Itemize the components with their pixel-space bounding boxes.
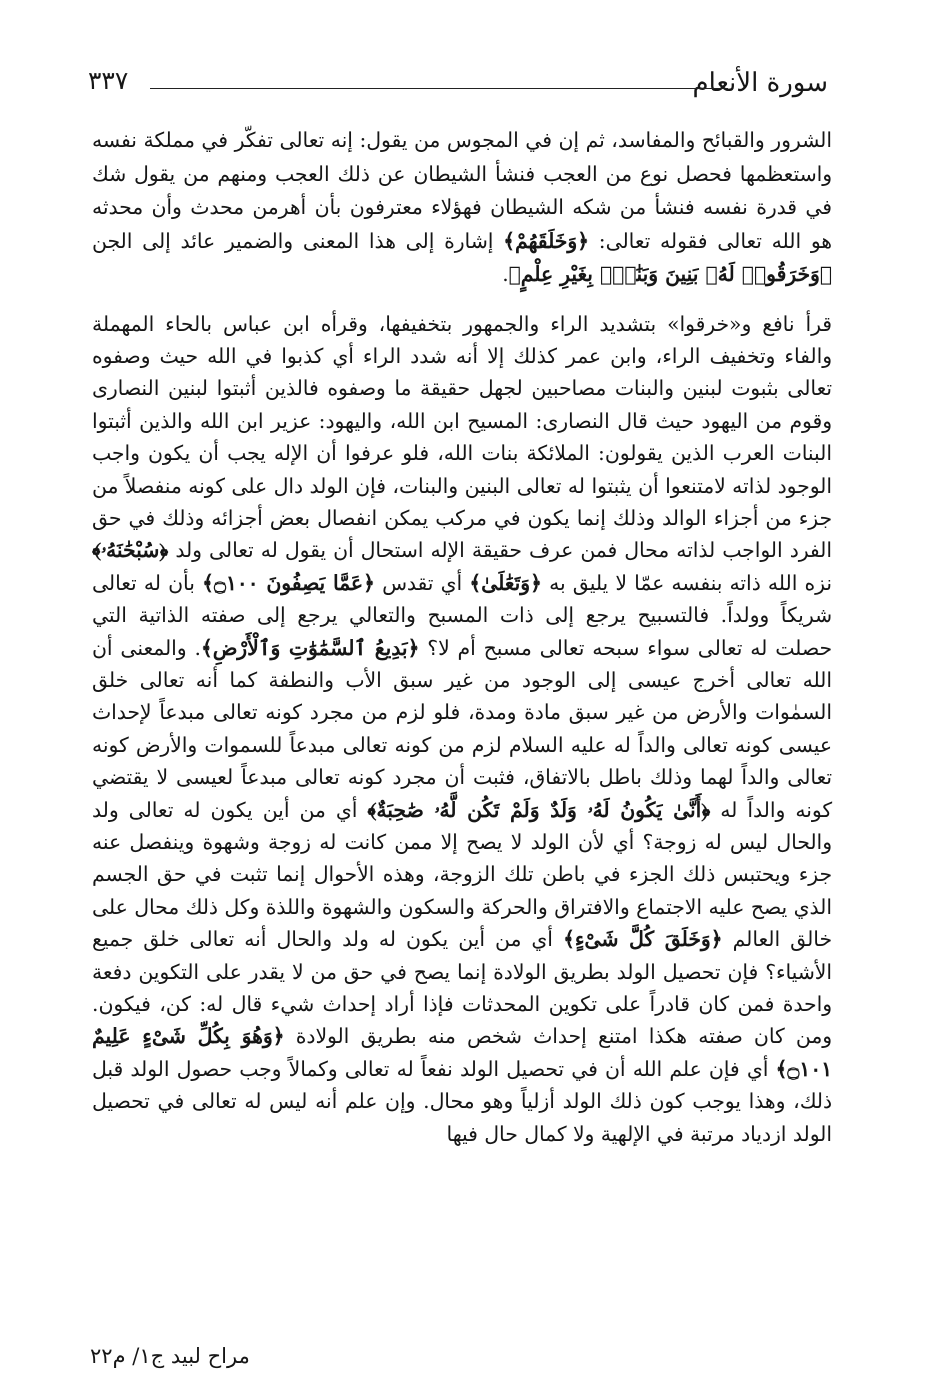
text-segment: الشرور والقبائح والمفاسد، ثم إن في المجوس من يقول: إنه تعالى تفكّر في مملكة نفسه واستعظمها فحصل نوع من العجب فنشأ الشيطان عن ذلك العجب ومنهم من يقول شك في قدرة نفسه فنشأ من شكه الشيطان فهؤلاء معترفون بأن أهرمن محدث وأن محدثه هو الله تعالى فقوله تعالى: bbox=[92, 128, 832, 253]
text-segment: قرأ نافع و«خرقوا» بتشديد الراء والجمهور بتخفيفها، وقرأه ابن عباس بالحاء المهملة والفاء وتخفيف الراء، وابن عمر كذلك إلا أنه شدد الراء أي كذبوا في الله حيث وصفوه تعالى بثبوت لبنين والبنات مصاحبين لجهل حقيقة ما وصفوه فالذين أثبتوا لبنين النصارى وقوم من اليهود حيث قال النصارى: المسيح ابن الله، واليهود: عزير ابن الله والذين أثبتوا البنات العرب الذين يقولون: الملائكة بنات الله، فلو عرفوا أن الإله يجب أن يكون واجب الوجود لذاته لامتنعوا أن يثبتوا له تعالى البنين والبنات، فإن الولد دال على كونه منفصلاً من جزء من أجزاء الوالد وذلك إنما يكون في مركب يمكن انفصال بعض أجزائه وذلك في حق الفرد الواجب لذاته محال فمن عرف حقيقة الإله استحال أن يقول له تعالى ولد bbox=[92, 311, 832, 563]
text-segment: أي تقدس bbox=[374, 570, 470, 595]
quran-verse: ﴿وَتَعَٰلَىٰ﴾ bbox=[469, 570, 542, 595]
surah-title: سورة الأنعام bbox=[692, 68, 828, 98]
text-segment: أي فإن علم الله أن في تحصيل الولد نفعاً له تعالى وكمالاً وجب حصول الولد قبل ذلك، وهذا يوجب كون ذلك الولد أزلياً وهو محال. وإن علم أنه ليس له تعالى في تحصيل الولد ازدياد مرتبة في الإلهية ولا كمال حال فيها bbox=[92, 1056, 832, 1146]
body-text bbox=[92, 124, 832, 1150]
quran-verse: ﴿أَنَّىٰ يَكُونُ لَهُۥ وَلَدٌ وَلَمْ تَكُن لَّهُۥ صَٰحِبَةٌ﴾ bbox=[367, 797, 711, 822]
text-segment: أي من أين يكون له ولد والحال أنه تعالى خلق جميع الأشياء؟ فإن تحصيل الولد بطريق الولادة إنما يصح في حق من لا يقدر على التكوين دفعة واحدة فمن كان قادراً على تكوين المحدثات فإذا أراد إحداث شيء قال له: كن، فيكون. ومن كان صفته هكذا امتنع إحداث شخص منه بطريق الولادة bbox=[92, 927, 833, 1049]
quran-verse: ﴿سُبْحَٰنَهُۥ﴾ bbox=[92, 538, 169, 563]
quran-verse: ﴿عَمَّا يَصِفُونَ ۝١٠٠﴾ bbox=[202, 570, 375, 595]
text-segment: إشارة إلى هذا المعنى والضمير عائد إلى الجن bbox=[92, 228, 504, 253]
header-rule bbox=[150, 88, 728, 89]
text-segment: . والمعنى أن الله تعالى أخرج عيسى إلى الوجود من غير سبق الأب والنطفة كما أنه تعالى خلق السمٰوات والأرض من غير سبق مادة ومدة، فلو لزم من مجرد كونه تعالى مبدعاً لإحداث عيسى كونه تعالى والداً له عليه السلام لزم من كونه تعالى مبدعاً للسموات والأرض كونه تعالى والداً لهما وذلك باطل بالاتفاق، فثبت أن مجرد كونه تعالى مبدعاً لعيسى لا يقتضي كونه والداً له bbox=[92, 635, 832, 822]
paragraph bbox=[92, 124, 832, 292]
paragraph bbox=[92, 308, 832, 1151]
text-segment: نزه الله ذاته بنفسه عمّا لا يليق به bbox=[541, 570, 832, 595]
quran-verse: ﴿بَدِيعُ ٱلسَّمَٰوَٰتِ وَٱلْأَرْضِ﴾ bbox=[200, 635, 420, 660]
quran-verse: ﴿وَخَلَقَهُمْ﴾ bbox=[503, 228, 589, 253]
quran-verse: ﴿وَخَرَقُوا۟ لَهُۥ بَنِينَ وَبَنَٰتٍۭ بِغَيْرِ عِلْمٍ﴾ bbox=[508, 262, 832, 286]
signature-mark: مراح لبيد ج١/ م٢٢ bbox=[90, 1344, 250, 1368]
running-header bbox=[88, 64, 828, 104]
quran-verse: ﴿وَهُوَ بِكُلِّ شَىْءٍ عَلِيمٌ ۝١٠١﴾ bbox=[92, 1024, 832, 1081]
text-segment: بأن له تعالى شريكاً وولداً. فالتسبيح يرجع إلى ذات المسبح والتعالي يرجع إلى صفته الذاتية التي حصلت له تعالى سواء سبحه تعالى مسبح أم لا؟ bbox=[92, 570, 833, 660]
quran-verse: ﴿وَخَلَقَ كُلَّ شَىْءٍ﴾ bbox=[563, 927, 723, 952]
text-segment: . bbox=[502, 262, 509, 286]
text-segment: أي من أين يكون له تعالى ولد والحال ليس له زوجة؟ أي لأن الولد لا يصح إلا ممن كانت له زوجة وشهوة وينفصل عنه جزء ويحتبس ذلك الجزء في باطن تلك الزوجة، وهذه الأحوال إنما تثبت في حق الجسم الذي يصح عليه الاجتماع والافتراق والحركة والسكون والشهوة واللذة وكل ذلك محال على خالق العالم bbox=[92, 797, 832, 952]
page-number: ٣٣٧ bbox=[88, 66, 129, 95]
